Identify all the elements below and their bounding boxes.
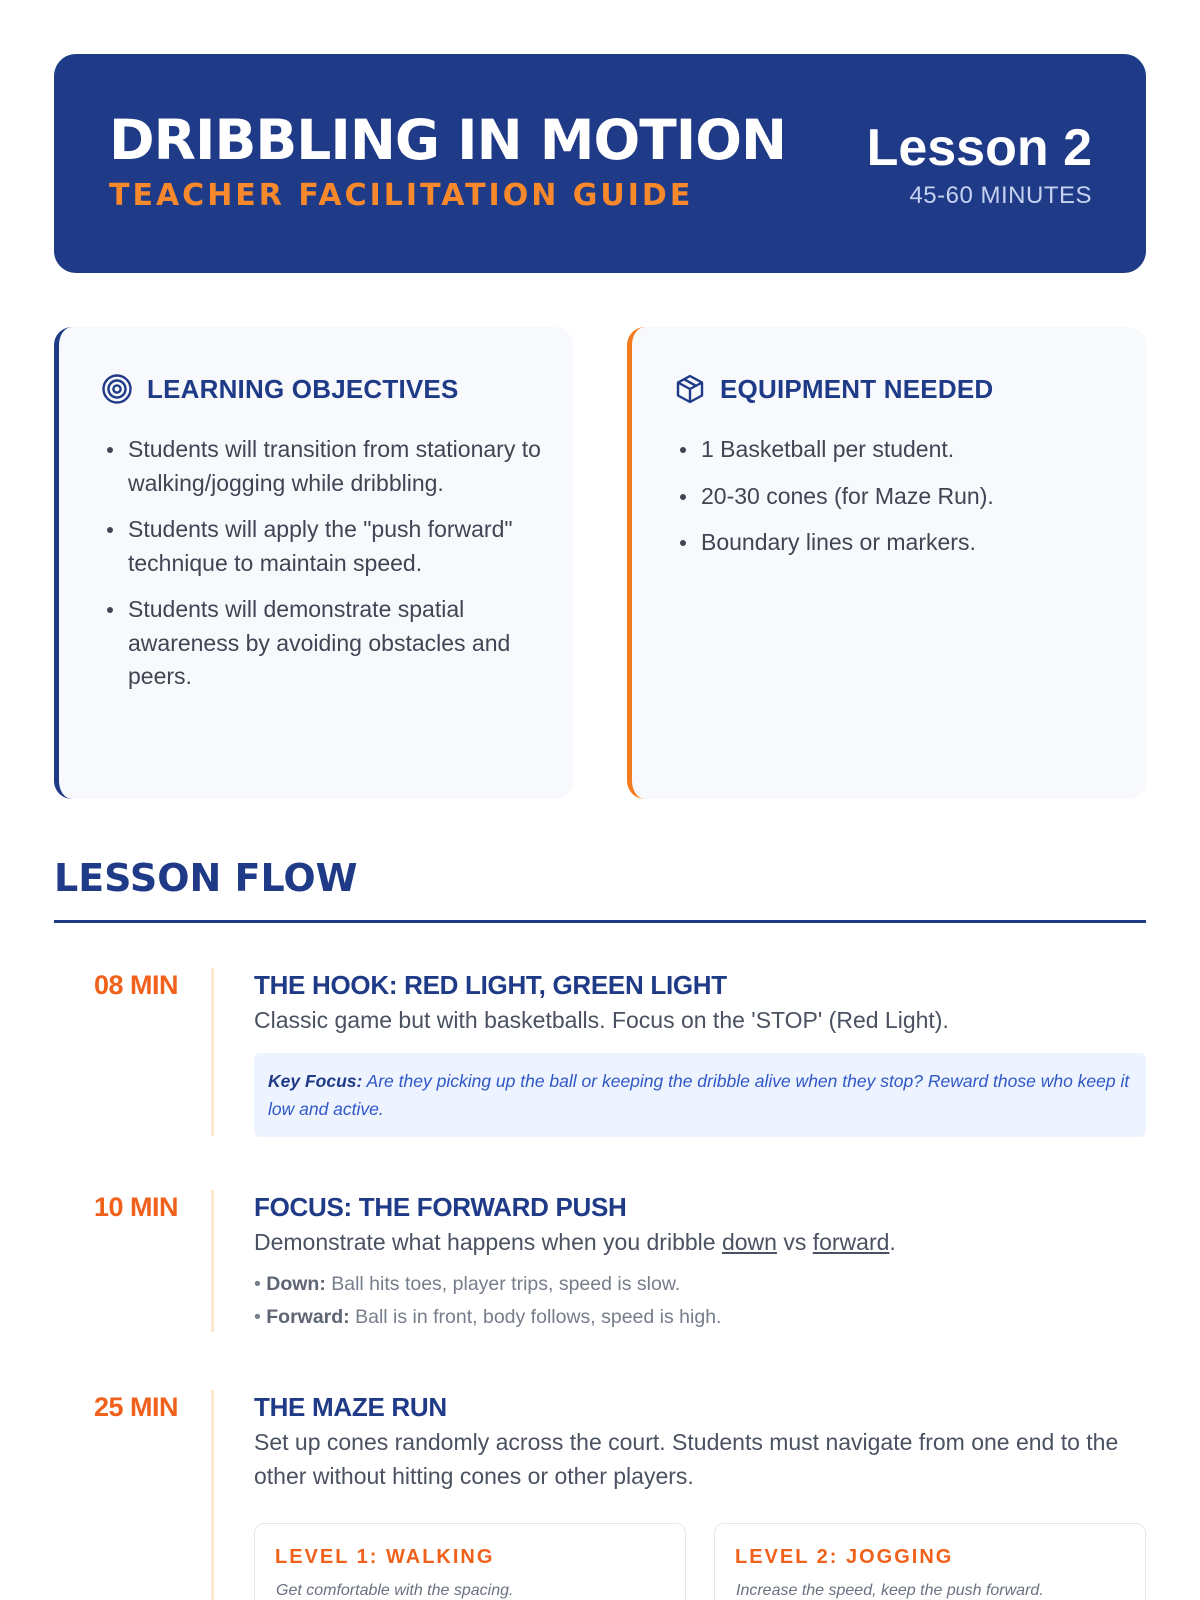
timeline-line: [211, 1190, 214, 1332]
bullet-lead: Forward:: [266, 1306, 350, 1328]
bullet-lead: Down:: [266, 1272, 326, 1295]
box-icon: [674, 373, 706, 405]
level-description: Get comfortable with the spacing.: [276, 1582, 514, 1599]
list-item: Students will apply the "push forward" technique to maintain speed.: [128, 513, 548, 580]
step-time: 25 MIN: [93, 1392, 178, 1422]
key-focus-label: Key Focus:: [268, 1070, 363, 1091]
bullet-text: Ball hits toes, player trips, speed is slow.: [331, 1272, 681, 1295]
objectives-list: [128, 433, 548, 707]
step-description: Classic game but with basketballs. Focus on the 'STOP' (Red Light).: [254, 1007, 949, 1033]
desc-text: vs: [776, 1229, 813, 1255]
timeline-line: [211, 968, 214, 1136]
list-item: 20-30 cones (for Maze Run).: [701, 480, 1121, 514]
page-title: DRIBBLING IN MOTION: [109, 108, 787, 172]
list-item: • Down: Ball hits toes, player trips, speed is slow.: [254, 1272, 681, 1295]
list-item: 1 Basketball per student.: [701, 433, 1121, 467]
equipment-header: [674, 373, 993, 405]
list-item: • Forward: Ball is in front, body follows, speed is high.: [254, 1306, 722, 1328]
equipment-title: EQUIPMENT NEEDED: [720, 373, 994, 404]
lesson-number: Lesson 2: [866, 119, 1092, 177]
levels-row: [254, 1523, 1146, 1600]
desc-text: Demonstrate what happens when you dribble: [254, 1229, 722, 1255]
level-title: LEVEL 2: JOGGING: [735, 1546, 954, 1568]
list-item: Boundary lines or markers.: [701, 526, 1121, 560]
step-description: [254, 1226, 1146, 1260]
key-focus-text: Are they picking up the ball or keeping the dribble alive when they stop? Reward those who keep it low and active.: [268, 1070, 1130, 1119]
target-icon: [101, 373, 133, 405]
page-subtitle: TEACHER FACILITATION GUIDE: [109, 178, 694, 213]
timeline-line: [211, 1390, 214, 1600]
level-description: Increase the speed, keep the push forward.: [736, 1582, 1044, 1599]
level-card-walking: [254, 1523, 686, 1600]
desc-underline: forward: [812, 1229, 890, 1255]
desc-underline: down: [721, 1229, 777, 1255]
desc-text: .: [889, 1229, 896, 1255]
step-title: FOCUS: THE FORWARD PUSH: [254, 1192, 627, 1222]
equipment-card: [627, 327, 1146, 799]
step-title: THE MAZE RUN: [254, 1392, 447, 1422]
objectives-title: LEARNING OBJECTIVES: [147, 373, 459, 404]
objectives-card: [54, 327, 573, 799]
level-title: LEVEL 1: WALKING: [275, 1546, 495, 1568]
step-time: 08 MIN: [93, 970, 178, 1000]
divider: [54, 920, 1146, 923]
objectives-header: [101, 373, 459, 405]
lesson-flow-heading: LESSON FLOW: [54, 856, 358, 900]
list-item: Students will demonstrate spatial awareness by avoiding obstacles and peers.: [128, 593, 548, 694]
level-card-jogging: [714, 1523, 1146, 1600]
bullet-text: Ball is in front, body follows, speed is high.: [355, 1306, 722, 1328]
step-time: 10 MIN: [93, 1192, 178, 1222]
lesson-duration: 45-60 MINUTES: [909, 182, 1092, 209]
step-title: THE HOOK: RED LIGHT, GREEN LIGHT: [254, 970, 727, 1000]
key-focus-callout: [254, 1053, 1146, 1137]
step-description: Set up cones randomly across the court. Students must navigate from one end to the other without hitting cones or other players.: [254, 1429, 1119, 1489]
list-item: Students will transition from stationary to walking/jogging while dribbling.: [128, 433, 548, 500]
equipment-list: [701, 433, 1121, 573]
header-banner: [54, 54, 1146, 273]
